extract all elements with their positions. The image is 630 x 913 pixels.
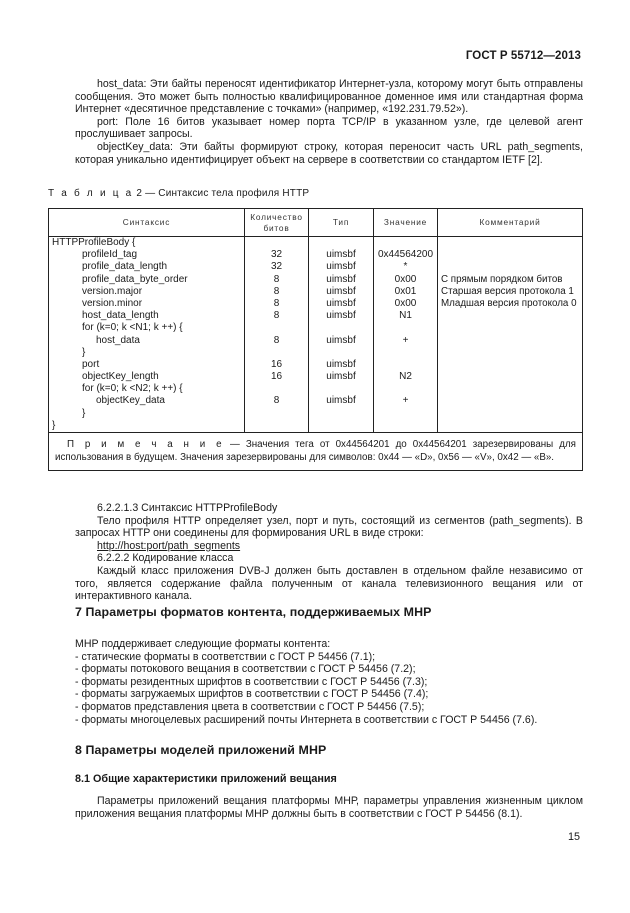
url-example: http://host:port/path_segments [97, 539, 241, 552]
count-cell: 8 [273, 334, 280, 346]
objectkey-definition: objectKey_data: Эти байты формируют строку, которая переносит часть URL path_segments, которая уникально идентифицирует объект на сервере в соответствии со стандартом IETF [2]. [75, 140, 583, 166]
type-cell [309, 408, 373, 420]
section-8-1-paragraph: Параметры приложений вещания платформы МНР, параметры управления жизненным циклом приложения вещания платформы МНР должны быть в соответствии с ГОСТ Р 54456 (8.1). [75, 795, 583, 820]
list-item: - статические форматы в соответствии с ГОСТ Р 54456 (7.1); [75, 650, 376, 663]
comment-cell [438, 395, 582, 407]
header-count [245, 209, 309, 237]
type-cell: uimsbf [326, 395, 356, 407]
type-cell: uimsbf [326, 273, 356, 285]
type-column [309, 237, 374, 433]
count-cell: 32 [270, 249, 283, 261]
count-cell [245, 237, 308, 249]
syntax-cell: port [82, 358, 100, 370]
type-cell [309, 420, 373, 432]
count-cell: 8 [273, 395, 280, 407]
subsection-6-2-2-2: 6.2.2.2 Кодирование класса [97, 552, 234, 565]
port-definition: port: Поле 16 битов указывает номер порта TCP/IP в указанном узле, где целевой агент прослушивает запросы. [75, 115, 583, 141]
value-cell: N1 [399, 310, 412, 322]
syntax-cell: host_data_length [82, 310, 159, 322]
note-text: — Значения тега от 0x44564201 до 0x44564201 зарезервированы для использования в будущем. Значения зарезервированы для символов: 0x44 — «D», 0x56 — «V», 0x42 — «B». [55, 439, 576, 463]
type-cell [309, 237, 373, 249]
header-value: Значение [374, 209, 438, 237]
list-item: - форматы многоцелевых расширений почты Интернета в соответствии с ГОСТ Р 54456 (7.6). [75, 713, 538, 726]
syntax-cell: host_data [96, 334, 140, 346]
value-cell [374, 359, 437, 371]
syntax-cell: profileId_tag [82, 249, 138, 261]
count-cell [245, 420, 308, 432]
syntax-cell: profile_data_byte_order [82, 273, 188, 285]
syntax-cell: } [82, 407, 86, 419]
comment-cell: Младшая версия протокола 0 [441, 297, 577, 309]
value-cell [374, 408, 437, 420]
comment-cell: С прямым порядком битов [441, 273, 563, 285]
count-cell [245, 322, 308, 334]
count-cell: 16 [270, 358, 283, 370]
table-caption-title: 2 — Синтаксис тела профиля HTTP [133, 188, 310, 199]
syntax-cell: profile_data_length [82, 261, 168, 273]
syntax-cell: version.major [82, 285, 143, 297]
subsection-6-2-2-1-3: 6.2.2.1.3 Синтаксис HTTPProfileBody [97, 502, 278, 514]
count-cell: 16 [270, 371, 283, 383]
table-note [49, 433, 583, 471]
value-cell: N2 [399, 371, 412, 383]
comment-cell [438, 383, 582, 395]
note-prefix: П р и м е ч а н и е [67, 439, 224, 450]
class-encoding-text: Каждый класс приложения DVB-J должен быть доставлен в отдельном файле независимо от того, является содержание файла полученным от канала телевизионного вещания или от интерактивного канала. [75, 564, 583, 603]
list-item: - форматов представления цвета в соответствии с ГОСТ Р 54456 (7.5); [75, 700, 425, 713]
comment-cell: Старшая версия протокола 1 [441, 285, 574, 297]
standard-number: ГОСТ Р 55712—2013 [465, 50, 581, 62]
header-type: Тип [309, 209, 374, 237]
value-cell [374, 383, 437, 395]
table-note-row [49, 433, 583, 471]
value-cell: 0x00 [394, 297, 417, 309]
value-cell: + [402, 334, 409, 346]
subsection-8-1-title: 8.1 Общие характеристики приложений вещания [75, 773, 337, 785]
count-cell: 8 [273, 285, 280, 297]
comment-cell [438, 237, 582, 249]
header-count-line2: битов [263, 222, 290, 233]
value-cell [374, 237, 437, 249]
comment-cell [438, 261, 582, 273]
syntax-cell: for (k=0; k <N2; k ++) { [82, 383, 183, 395]
section-8-title: 8 Параметры моделей приложений МНР [75, 743, 327, 757]
syntax-cell: } [52, 419, 56, 431]
syntax-table [48, 208, 583, 471]
page-number: 15 [567, 831, 580, 843]
value-column [374, 237, 438, 433]
comment-column [438, 237, 583, 433]
section-6-text [75, 502, 583, 603]
profile-body-text: Тело профиля HTTP определяет узел, порт и путь, состоящий из сегментов (path_segments). В запросах HTTP они соединены для формирования URL в виде строки: [75, 514, 583, 540]
comment-cell [438, 347, 582, 359]
comment-cell [438, 359, 582, 371]
type-cell: uimsbf [326, 297, 356, 309]
table-caption-prefix: Т а б л и ц а [48, 188, 134, 199]
value-cell: + [402, 395, 409, 407]
type-cell: uimsbf [326, 249, 356, 261]
section-7-list [75, 638, 583, 726]
type-cell: uimsbf [326, 261, 356, 273]
comment-cell [438, 335, 582, 347]
syntax-column [49, 237, 245, 433]
comment-cell [438, 249, 582, 261]
type-cell [309, 383, 373, 395]
value-cell [374, 420, 437, 432]
value-cell: * [403, 261, 408, 273]
list-item: - форматы загружаемых шрифтов в соответствии с ГОСТ Р 54456 (7.4); [75, 688, 429, 701]
value-cell: 0x01 [394, 285, 417, 297]
host-data-definition: host_data: Эти байты переносят идентификатор Интернет-узла, которому могут быть отправлены сообщения. Это может быть полностью квалифицированное доменное имя или стандартная форма Интернет «десятичное представление с точками» (например, «192.231.79.52»). [75, 78, 583, 116]
comment-cell [438, 310, 582, 322]
count-cell [245, 383, 308, 395]
comment-cell [438, 408, 582, 420]
comment-cell [438, 322, 582, 334]
header-syntax: Синтаксис [49, 209, 245, 237]
type-cell [309, 347, 373, 359]
value-cell: 0x00 [394, 273, 417, 285]
section-7-lead: МНР поддерживает следующие форматы контента: [75, 638, 331, 650]
count-cell: 8 [273, 297, 280, 309]
value-cell: 0x44564200 [377, 249, 434, 261]
syntax-cell: for (k=0; k <N1; k ++) { [82, 322, 183, 334]
type-cell: uimsbf [326, 285, 356, 297]
header-comment: Комментарий [438, 209, 583, 237]
count-cell [245, 347, 308, 359]
table-caption [48, 188, 309, 199]
section-7-title: 7 Параметры форматов контента, поддерживаемых МНР [75, 605, 432, 619]
intro-definitions [75, 78, 583, 166]
table-body-row [49, 237, 583, 433]
comment-cell [438, 420, 582, 432]
syntax-cell: objectKey_data [96, 395, 165, 407]
value-cell [374, 322, 437, 334]
type-cell: uimsbf [326, 310, 356, 322]
value-cell [374, 347, 437, 359]
syntax-cell: HTTPProfileBody { [52, 237, 136, 248]
syntax-cell: } [82, 346, 86, 358]
syntax-cell: objectKey_length [82, 371, 159, 383]
count-cell: 32 [270, 261, 283, 273]
table-header-row [49, 209, 583, 237]
comment-cell [438, 371, 582, 383]
url-example-line [75, 540, 583, 553]
list-item: - форматы резидентных шрифтов в соответствии с ГОСТ Р 54456 (7.3); [75, 675, 428, 688]
count-cell [245, 408, 308, 420]
count-column [245, 237, 309, 433]
header-count-line1: Количество [250, 211, 303, 222]
count-cell: 8 [273, 310, 280, 322]
list-item: - форматы потокового вещания в соответствии с ГОСТ Р 54456 (7.2); [75, 663, 416, 676]
syntax-cell: version.minor [82, 297, 143, 309]
type-cell: uimsbf [326, 358, 356, 370]
count-cell: 8 [273, 273, 280, 285]
type-cell: uimsbf [326, 371, 356, 383]
section-8-text [75, 795, 583, 820]
type-cell [309, 322, 373, 334]
type-cell: uimsbf [326, 334, 356, 346]
